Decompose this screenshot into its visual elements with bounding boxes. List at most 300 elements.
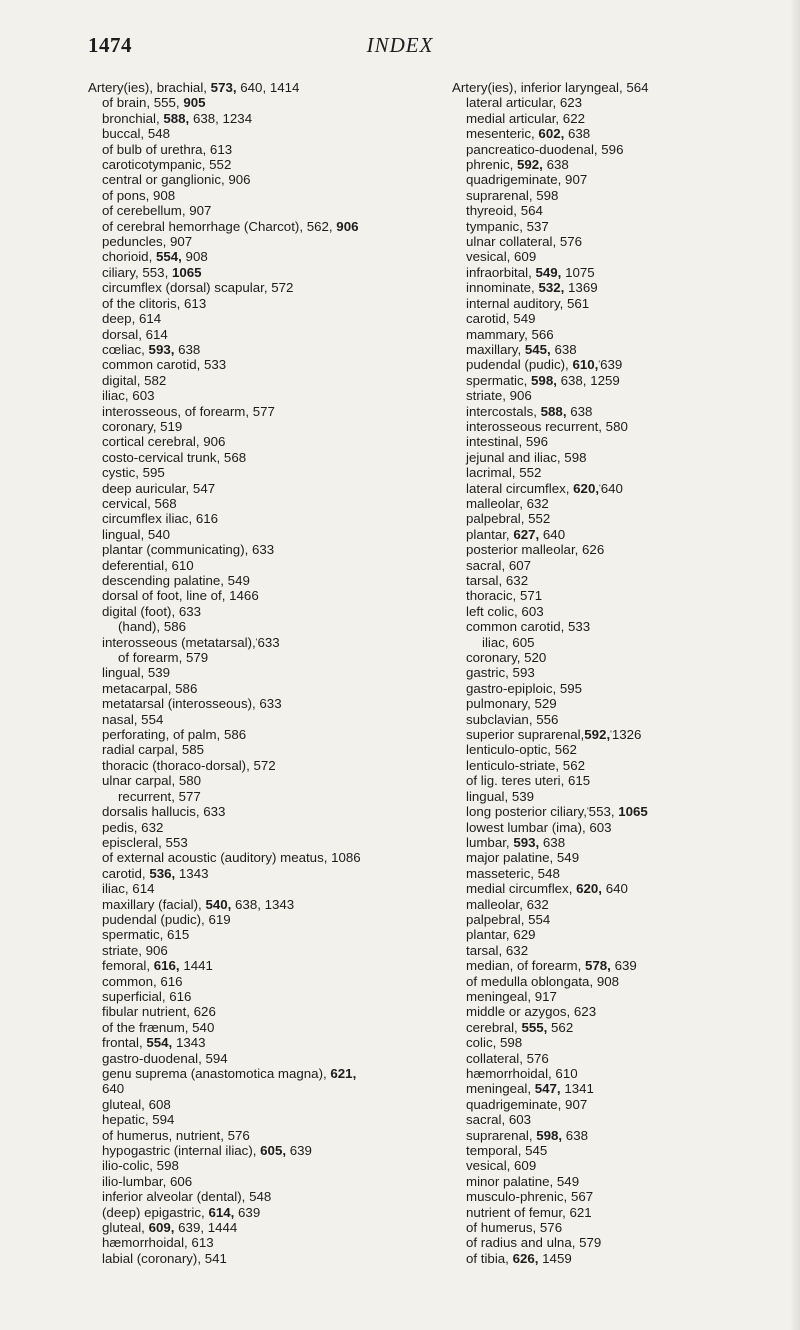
index-entry (452, 249, 792, 264)
index-entry (88, 373, 443, 388)
index-entry (88, 280, 443, 295)
entry-text: of medulla oblongata, 908 (466, 973, 620, 989)
entry-text: bronchial, (102, 110, 164, 126)
index-entry (88, 142, 443, 157)
entry-text: ' (598, 359, 601, 370)
index-entry (88, 1035, 443, 1050)
page-ref-bold: 610, (572, 357, 599, 373)
entry-text: lateral circumflex, (466, 480, 574, 496)
index-entry (452, 1097, 792, 1112)
entry-text: suprarenal, 598 (466, 187, 559, 203)
entry-text: 640 (600, 480, 623, 496)
index-entry (452, 203, 792, 218)
entry-text: interosseous (metatarsal), (102, 634, 256, 650)
index-column-left (88, 80, 443, 1266)
index-entry (88, 1020, 443, 1035)
index-entry (452, 665, 792, 680)
entry-text: Artery(ies), inferior laryngeal, 564 (452, 80, 649, 95)
index-entry (88, 712, 443, 727)
index-entry (452, 866, 792, 881)
entry-text: lenticulo-optic, 562 (466, 742, 577, 758)
index-entry (88, 311, 443, 326)
index-entry (88, 434, 443, 449)
entry-text: tarsal, 632 (466, 942, 529, 958)
entry-text: minor palatine, 549 (466, 1173, 580, 1189)
index-entry (452, 465, 792, 480)
index-entry (88, 450, 443, 465)
entry-text: internal auditory, 561 (466, 295, 590, 311)
entry-text: masseteric, 548 (466, 865, 560, 881)
index-entry (88, 111, 443, 126)
entry-text: iliac, 605 (482, 634, 535, 650)
index-entry (452, 742, 792, 757)
page-ref-bold: 549, (535, 264, 562, 280)
entry-text: descending palatine, 549 (102, 573, 250, 588)
index-entry (88, 927, 443, 942)
index-entry (452, 80, 792, 95)
entry-text: gastric, 593 (466, 665, 535, 681)
index-entry (452, 789, 792, 804)
index-entry (88, 419, 443, 434)
index-entry (452, 157, 792, 172)
index-entry (452, 927, 792, 942)
page-ref-bold: 1065 (618, 804, 648, 820)
entry-text: 640 (539, 526, 566, 542)
entry-text: Artery(ies), brachial, (88, 80, 211, 95)
entry-text: innominate, (466, 280, 539, 296)
entry-text: thyreoid, 564 (466, 203, 543, 219)
index-entry (452, 1035, 792, 1050)
entry-text: musculo-phrenic, 567 (466, 1189, 594, 1205)
index-entry (452, 1158, 792, 1173)
entry-text: 1343 (175, 865, 209, 881)
entry-text: 1075 (561, 264, 595, 280)
index-entry (88, 219, 443, 234)
index-entry (88, 943, 443, 958)
index-entry (452, 527, 792, 542)
index-entry (88, 665, 443, 680)
entry-text: major palatine, 549 (466, 850, 580, 866)
index-entry (88, 789, 443, 804)
index-entry (452, 142, 792, 157)
page-ref-bold: 536, (149, 865, 176, 881)
entry-text: plantar, (466, 526, 514, 542)
entry-text: of humerus, nutrient, 576 (102, 1127, 250, 1143)
page-ref-bold: 906 (336, 218, 359, 234)
entry-text: nasal, 554 (102, 711, 164, 727)
index-entry (88, 1189, 443, 1204)
index-entry (88, 588, 443, 603)
entry-text: collateral, 576 (466, 1050, 549, 1066)
page-ref-bold: 609, (148, 1220, 175, 1236)
entry-text: (deep) epigastric, (102, 1204, 209, 1220)
index-entry (452, 850, 792, 865)
entry-text: of pons, 908 (102, 187, 176, 203)
entry-text: of cerebellum, 907 (102, 203, 212, 219)
index-entry (452, 542, 792, 557)
entry-text: 1369 (564, 280, 598, 296)
entry-text: quadrigeminate, 907 (466, 1096, 588, 1112)
index-entry (452, 943, 792, 958)
entry-text: fibular nutrient, 626 (102, 1004, 216, 1020)
index-entry (452, 1220, 792, 1235)
index-entry (88, 481, 443, 496)
index-entry (452, 1128, 792, 1143)
index-entry (88, 958, 443, 973)
index-entry (452, 219, 792, 234)
page-number: 1474 (88, 33, 132, 57)
entry-text: buccal, 548 (102, 126, 171, 142)
entry-text: costo-cervical trunk, 568 (102, 449, 247, 465)
page-edge-shadow (790, 0, 800, 1330)
entry-text: sacral, 603 (466, 1112, 532, 1128)
entry-text: 1459 (538, 1250, 572, 1266)
entry-text: chorioid, (102, 249, 156, 265)
entry-text: ' (255, 636, 258, 647)
entry-text: median, of forearm, (466, 958, 585, 974)
page-ref-bold: 614, (208, 1204, 235, 1220)
entry-text: 1343 (172, 1035, 206, 1051)
page-ref-bold: 532, (538, 280, 565, 296)
entry-text: gastro-duodenal, 594 (102, 1050, 228, 1066)
index-entry (452, 188, 792, 203)
page-ref-bold: 593, (148, 341, 175, 357)
entry-text: hæmorrhoidal, 613 (102, 1235, 214, 1251)
index-entry (452, 1143, 792, 1158)
entry-text: iliac, 614 (102, 881, 155, 897)
index-entry (88, 1097, 443, 1112)
index-entry (452, 974, 792, 989)
page-ref-bold: 627, (513, 526, 540, 542)
index-entry (88, 172, 443, 187)
index-entry (88, 696, 443, 711)
entry-text: tarsal, 632 (466, 573, 529, 588)
entry-text: 639, 1444 (174, 1220, 238, 1236)
index-entry (452, 1174, 792, 1189)
index-entry (88, 866, 443, 881)
index-entry (452, 342, 792, 357)
entry-text: cortical cerebral, 906 (102, 434, 226, 450)
entry-text: maxillary (facial), (102, 896, 206, 912)
entry-text: 908 (181, 249, 208, 265)
entry-text: 638 (539, 834, 566, 850)
entry-text: intestinal, 596 (466, 434, 549, 450)
index-entry (452, 265, 792, 280)
index-entry (88, 342, 443, 357)
entry-text: lowest lumbar (ima), 603 (466, 819, 612, 835)
entry-text: ' (610, 729, 612, 740)
entry-text: 639 (600, 357, 623, 373)
page-ref-bold: 578, (584, 958, 611, 974)
running-title: INDEX (366, 33, 434, 57)
index-entry (88, 635, 443, 650)
entry-text: thoracic (thoraco-dorsal), 572 (102, 757, 276, 773)
entry-text: of radius and ulna, 579 (466, 1235, 602, 1251)
entry-text: medial articular, 622 (466, 110, 585, 126)
entry-text: of cerebral hemorrhage (Charcot), 562, (102, 218, 337, 234)
entry-text: coronary, 519 (102, 418, 183, 434)
entry-text: lingual, 539 (102, 665, 171, 681)
index-entry (88, 1051, 443, 1066)
index-entry (88, 357, 443, 372)
index-entry (452, 804, 792, 819)
index-entry (88, 296, 443, 311)
entry-text: meningeal, (466, 1081, 535, 1097)
index-entry (452, 712, 792, 727)
index-entry (88, 388, 443, 403)
index-entry (88, 1158, 443, 1173)
index-entry (452, 481, 792, 496)
entry-text: 638, 1343 (231, 896, 295, 912)
entry-text: carotid, (102, 865, 150, 881)
index-entry (452, 1205, 792, 1220)
index-entry (452, 727, 792, 742)
entry-text: iliac, 603 (102, 388, 155, 404)
index-entry (452, 95, 792, 110)
index-entry (88, 1081, 443, 1096)
entry-text: 639 (610, 958, 637, 974)
index-entry (452, 958, 792, 973)
entry-text: inferior alveolar (dental), 548 (102, 1189, 272, 1205)
page-ref-bold: 547, (534, 1081, 561, 1097)
index-entry (88, 742, 443, 757)
index-entry (452, 604, 792, 619)
index-entry (452, 881, 792, 896)
entry-text: 640 (102, 1081, 125, 1097)
entry-text: posterior malleolar, 626 (466, 542, 605, 558)
index-entry (452, 820, 792, 835)
entry-text: meningeal, 917 (466, 988, 557, 1004)
entry-text: hæmorrhoidal, 610 (466, 1066, 578, 1081)
entry-text: malleolar, 632 (466, 495, 549, 511)
entry-text: digital, 582 (102, 372, 167, 388)
index-entry (452, 234, 792, 249)
index-entry (88, 1112, 443, 1127)
entry-text: ' (599, 482, 601, 493)
index-entry (88, 511, 443, 526)
entry-text: palpebral, 554 (466, 911, 551, 927)
entry-text: metacarpal, 586 (102, 680, 198, 696)
index-entry (452, 573, 792, 588)
index-entry (88, 850, 443, 865)
index-entry (452, 650, 792, 665)
entry-text: spermatic, 615 (102, 927, 190, 943)
entry-text: 553, (588, 804, 619, 820)
entry-text: infraorbital, (466, 264, 536, 280)
page-ref-bold: 573, (210, 80, 237, 95)
index-entry (452, 681, 792, 696)
entry-text: nutrient of femur, 621 (466, 1204, 592, 1220)
index-entry (88, 989, 443, 1004)
page-ref-bold: 554, (155, 249, 182, 265)
entry-text: metatarsal (interosseous), 633 (102, 696, 282, 712)
entry-text: palpebral, 552 (466, 511, 551, 527)
entry-text: 562 (547, 1019, 574, 1035)
entry-text: plantar (communicating), 633 (102, 542, 275, 558)
entry-text: circumflex (dorsal) scapular, 572 (102, 280, 294, 296)
entry-text: of humerus, 576 (466, 1220, 563, 1236)
entry-text: of the frænum, 540 (102, 1019, 215, 1035)
page-ref-bold: 592, (584, 727, 611, 743)
entry-text: superficial, 616 (102, 988, 192, 1004)
index-entry (452, 434, 792, 449)
index-entry (452, 1004, 792, 1019)
index-entry (88, 881, 443, 896)
entry-text: colic, 598 (466, 1035, 523, 1051)
index-entry (88, 265, 443, 280)
entry-text: intercostals, (466, 403, 541, 419)
index-entry (88, 619, 443, 634)
index-entry (88, 758, 443, 773)
index-entry (88, 1128, 443, 1143)
page-ref-bold: 905 (183, 95, 206, 111)
entry-text: lenticulo-striate, 562 (466, 757, 585, 773)
index-entry (452, 172, 792, 187)
entry-text: ilio-colic, 598 (102, 1158, 179, 1174)
entry-text: dorsal, 614 (102, 326, 168, 342)
index-entry (88, 1251, 443, 1266)
index-entry (452, 388, 792, 403)
index-entry (88, 203, 443, 218)
index-entry (88, 773, 443, 788)
entry-text: 638, 1234 (189, 110, 253, 126)
index-entry (88, 804, 443, 819)
entry-text: 1341 (560, 1081, 594, 1097)
page-ref-bold: 620, (573, 480, 600, 496)
entry-text: pedis, 632 (102, 819, 164, 835)
entry-text: ciliary, 553, (102, 264, 172, 280)
entry-text: of external acoustic (auditory) meatus, 1086 (102, 850, 361, 866)
entry-text: radial carpal, 585 (102, 742, 205, 758)
entry-text: suprarenal, (466, 1127, 537, 1143)
page-ref-bold: 621, (330, 1066, 357, 1081)
entry-text: recurrent, 577 (118, 788, 201, 804)
page-ref-bold: 598, (536, 1127, 563, 1143)
entry-text: mammary, 566 (466, 326, 554, 342)
entry-text: of bulb of urethra, 613 (102, 141, 233, 157)
page-ref-bold: 616, (153, 958, 180, 974)
index-entry (452, 357, 792, 372)
entry-text: 640, 1414 (236, 80, 300, 95)
entry-text: frontal, (102, 1035, 147, 1051)
entry-text: subclavian, 556 (466, 711, 559, 727)
index-entry (88, 465, 443, 480)
entry-text: of tibia, (466, 1250, 513, 1266)
entry-text: perforating, of palm, 586 (102, 727, 247, 743)
index-entry (452, 635, 792, 650)
entry-text: common, 616 (102, 973, 183, 989)
entry-text: vesical, 609 (466, 249, 537, 265)
index-entry (452, 511, 792, 526)
index-entry (452, 327, 792, 342)
entry-text: pulmonary, 529 (466, 696, 557, 712)
entry-text: lingual, 539 (466, 788, 535, 804)
entry-text: phrenic, (466, 157, 517, 173)
index-entry (452, 311, 792, 326)
entry-text: thoracic, 571 (466, 588, 543, 604)
entry-text: deep, 614 (102, 311, 162, 327)
index-entry (452, 773, 792, 788)
entry-text: cervical, 568 (102, 495, 177, 511)
entry-text: caroticotympanic, 552 (102, 157, 232, 173)
page-ref-bold: 602, (538, 126, 565, 142)
index-entry (88, 835, 443, 850)
index-entry (88, 650, 443, 665)
index-entry (88, 527, 443, 542)
index-entry (452, 758, 792, 773)
index-entry (88, 820, 443, 835)
entry-text: plantar, 629 (466, 927, 536, 943)
entry-text: 638 (566, 403, 593, 419)
index-entry (452, 496, 792, 511)
page-header (0, 33, 800, 61)
entry-text: superior suprarenal, (466, 727, 585, 743)
index-entry (452, 1020, 792, 1035)
index-entry (452, 404, 792, 419)
page-ref-bold: 605, (260, 1143, 287, 1159)
index-entry (452, 696, 792, 711)
index-entry (88, 912, 443, 927)
entry-text: 640 (602, 881, 628, 897)
index-entry (452, 296, 792, 311)
entry-text: common carotid, 533 (466, 619, 591, 635)
page-ref-bold: 540, (205, 896, 232, 912)
entry-text: spermatic, (466, 372, 532, 388)
index-entry (88, 974, 443, 989)
index-entry (88, 188, 443, 203)
entry-text: cerebral, (466, 1019, 522, 1035)
page-ref-bold: 588, (540, 403, 567, 419)
index-entry (88, 80, 443, 95)
entry-text: pancreatico-duodenal, 596 (466, 141, 624, 157)
index-entry (88, 1004, 443, 1019)
index-entry (452, 373, 792, 388)
entry-text: deep auricular, 547 (102, 480, 216, 496)
index-entry (452, 1051, 792, 1066)
entry-text: ulnar collateral, 576 (466, 234, 583, 250)
page-ref-bold: 555, (521, 1019, 548, 1035)
entry-text: striate, 906 (102, 942, 168, 958)
entry-text: jejunal and iliac, 598 (466, 449, 587, 465)
entry-text: 638 (174, 341, 201, 357)
index-entry (88, 897, 443, 912)
entry-text: lateral articular, 623 (466, 95, 583, 111)
index-entry (88, 604, 443, 619)
index-entry (88, 1143, 443, 1158)
index-entry (452, 835, 792, 850)
entry-text: sacral, 607 (466, 557, 532, 573)
entry-text: femoral, (102, 958, 154, 974)
entry-text: dorsalis hallucis, 633 (102, 804, 226, 820)
entry-text: malleolar, 632 (466, 896, 549, 912)
entry-text: pudendal (pudic), 619 (102, 911, 231, 927)
entry-text: ilio-lumbar, 606 (102, 1173, 193, 1189)
index-entry (88, 249, 443, 264)
index-entry (452, 1081, 792, 1096)
index-entry (88, 404, 443, 419)
index-entry (452, 588, 792, 603)
entry-text: lumbar, (466, 834, 514, 850)
index-entry (88, 95, 443, 110)
page-ref-bold: 545, (524, 341, 551, 357)
entry-text: vesical, 609 (466, 1158, 537, 1174)
entry-text: of forearm, 579 (118, 650, 209, 666)
page-ref-bold: 588, (163, 110, 190, 126)
entry-text: 638 (564, 126, 591, 142)
entry-text: 638 (562, 1127, 588, 1143)
entry-text: peduncles, 907 (102, 234, 193, 250)
entry-text: of brain, 555, (102, 95, 184, 111)
